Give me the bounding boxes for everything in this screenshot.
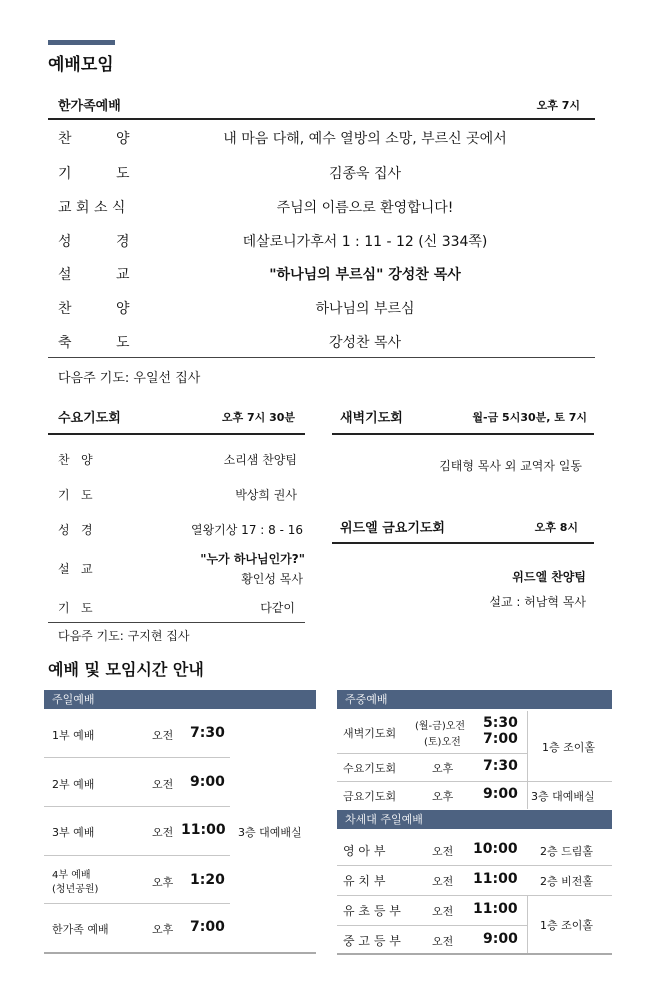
wed-value: 박상희 권사 <box>235 488 297 502</box>
weekday-row-ampm: 오후 <box>432 762 454 775</box>
order-label: 기 도 <box>58 166 130 182</box>
schedule-title: 예배 및 모임시간 안내 <box>48 660 204 679</box>
dept-ampm: 오전 <box>432 875 454 888</box>
service-time: 7:30 <box>190 725 225 741</box>
weekday-row-time: 9:00 <box>483 786 518 802</box>
sermon-value: "하나님의 부르심" 강성찬 목사 <box>269 267 461 283</box>
dawn-ampm-weekday: (월-금)오전 <box>415 721 466 732</box>
weekday-table-header: 주중예배 <box>337 690 612 709</box>
dept-time: 9:00 <box>483 931 518 947</box>
wed-value: 다같이 <box>260 601 295 615</box>
wed-label: 기 도 <box>58 601 93 615</box>
next-prayer-main: 다음주 기도: 우일선 집사 <box>58 371 201 386</box>
next-prayer-wed: 다음주 기도: 구지현 집사 <box>58 629 190 643</box>
order-label: 찬 양 <box>58 131 130 147</box>
dept-time: 10:00 <box>473 841 518 857</box>
order-label: 찬 양 <box>58 301 130 317</box>
dept-place: 2층 드림홀 <box>540 845 593 858</box>
service-name-sub: (청년공원) <box>52 884 99 895</box>
dawn-time-weekday: 5:30 <box>483 715 518 731</box>
sunday-place: 3층 대예배실 <box>238 826 302 839</box>
dept-place: 2층 비전홀 <box>540 875 593 888</box>
order-value: 데살로니가후서 1 : 11 - 12 (신 334쪽) <box>242 234 488 250</box>
main-bottom-rule <box>48 357 595 358</box>
wed-label: 찬 양 <box>58 453 93 467</box>
weekday-row-name: 금요기도회 <box>343 790 397 803</box>
dawn-content: 김태형 목사 외 교역자 일동 <box>439 459 582 473</box>
wed-label: 설 교 <box>58 562 93 576</box>
service-time: 7:00 <box>190 919 225 935</box>
sunday-table-header: 주일예배 <box>44 690 316 709</box>
wed-preacher: 황인성 목사 <box>241 572 303 586</box>
order-value: 김종욱 집사 <box>328 166 402 182</box>
wednesday-top-rule <box>48 433 305 435</box>
order-label: 교 회 소 식 <box>58 200 126 216</box>
nextgen-table-header: 차세대 주일예배 <box>337 810 612 829</box>
weekday-row-ampm: 오후 <box>432 790 454 803</box>
dawn-time: 월-금 5시30분, 토 7시 <box>472 411 587 424</box>
wed-sermon-title: "누가 하나님인가?" <box>200 552 305 566</box>
dept-name: 영 아 부 <box>343 844 386 858</box>
friday-preacher: 설교 : 허남혁 목사 <box>489 595 586 609</box>
sunday-table-bottom <box>44 952 316 954</box>
dept-ampm: 오전 <box>432 845 454 858</box>
weekday-row-time: 7:30 <box>483 758 518 774</box>
service-ampm: 오전 <box>152 826 174 839</box>
dept-time: 11:00 <box>473 871 518 887</box>
order-label: 축 도 <box>58 335 130 351</box>
friday-team: 위드엘 찬양팀 <box>512 570 586 584</box>
main-service-title: 한가족예배 <box>58 99 121 114</box>
wed-value: 소리샘 찬양팀 <box>223 453 297 467</box>
service-name: 4부 예배 <box>52 870 91 881</box>
wednesday-title: 수요기도회 <box>58 411 121 426</box>
order-value: 강성찬 목사 <box>328 335 402 351</box>
wednesday-bottom-rule <box>48 622 305 623</box>
weekday-row-name: 수요기도회 <box>343 762 397 775</box>
service-time: 11:00 <box>181 822 226 838</box>
dept-name: 중 고 등 부 <box>343 934 401 948</box>
wed-label: 기 도 <box>58 488 93 502</box>
service-ampm: 오전 <box>152 729 174 742</box>
dept-name: 유 초 등 부 <box>343 904 401 918</box>
section-accent-bar <box>48 40 115 45</box>
section-title: 예배모임 <box>48 55 114 75</box>
nextgen-table-bottom <box>337 953 612 955</box>
dept-time: 11:00 <box>473 901 518 917</box>
wednesday-time: 오후 7시 30분 <box>221 411 295 424</box>
service-time: 9:00 <box>190 774 225 790</box>
service-ampm: 오후 <box>152 876 174 889</box>
dept-name: 유 치 부 <box>343 874 386 888</box>
dept-ampm: 오전 <box>432 905 454 918</box>
wed-value: 열왕기상 17 : 8 - 16 <box>191 523 303 537</box>
weekday-place-top: 1층 조이홀 <box>542 741 595 754</box>
dawn-ampm-saturday: (토)오전 <box>424 737 461 748</box>
order-label: 설 교 <box>58 267 130 283</box>
service-name: 한가족 예배 <box>52 923 109 936</box>
dept-place-shared: 1층 조이홀 <box>540 919 593 932</box>
order-value: 하나님의 부르심 <box>315 301 415 317</box>
order-value: 내 마음 다해, 예수 열방의 소망, 부르신 곳에서 <box>223 131 507 147</box>
friday-time: 오후 8시 <box>534 521 578 534</box>
order-label: 성 경 <box>58 234 130 250</box>
main-service-time: 오후 7시 <box>536 99 580 112</box>
main-top-rule <box>48 118 595 120</box>
service-ampm: 오전 <box>152 778 174 791</box>
service-name: 1부 예배 <box>52 729 95 742</box>
dawn-time-saturday: 7:00 <box>483 731 518 747</box>
dawn-row-name: 새벽기도회 <box>343 727 397 740</box>
service-time: 1:20 <box>190 872 225 888</box>
dawn-title: 새벽기도회 <box>340 411 403 426</box>
service-name: 3부 예배 <box>52 826 95 839</box>
friday-title: 위드엘 금요기도회 <box>340 521 445 536</box>
service-ampm: 오후 <box>152 923 174 936</box>
order-value: 주님의 이름으로 환영합니다! <box>276 200 454 216</box>
weekday-row-place: 3층 대예배실 <box>531 790 595 803</box>
wed-label: 성 경 <box>58 523 93 537</box>
service-name: 2부 예배 <box>52 778 95 791</box>
friday-top-rule <box>332 542 594 544</box>
dawn-top-rule <box>332 433 594 435</box>
dept-ampm: 오전 <box>432 935 454 948</box>
